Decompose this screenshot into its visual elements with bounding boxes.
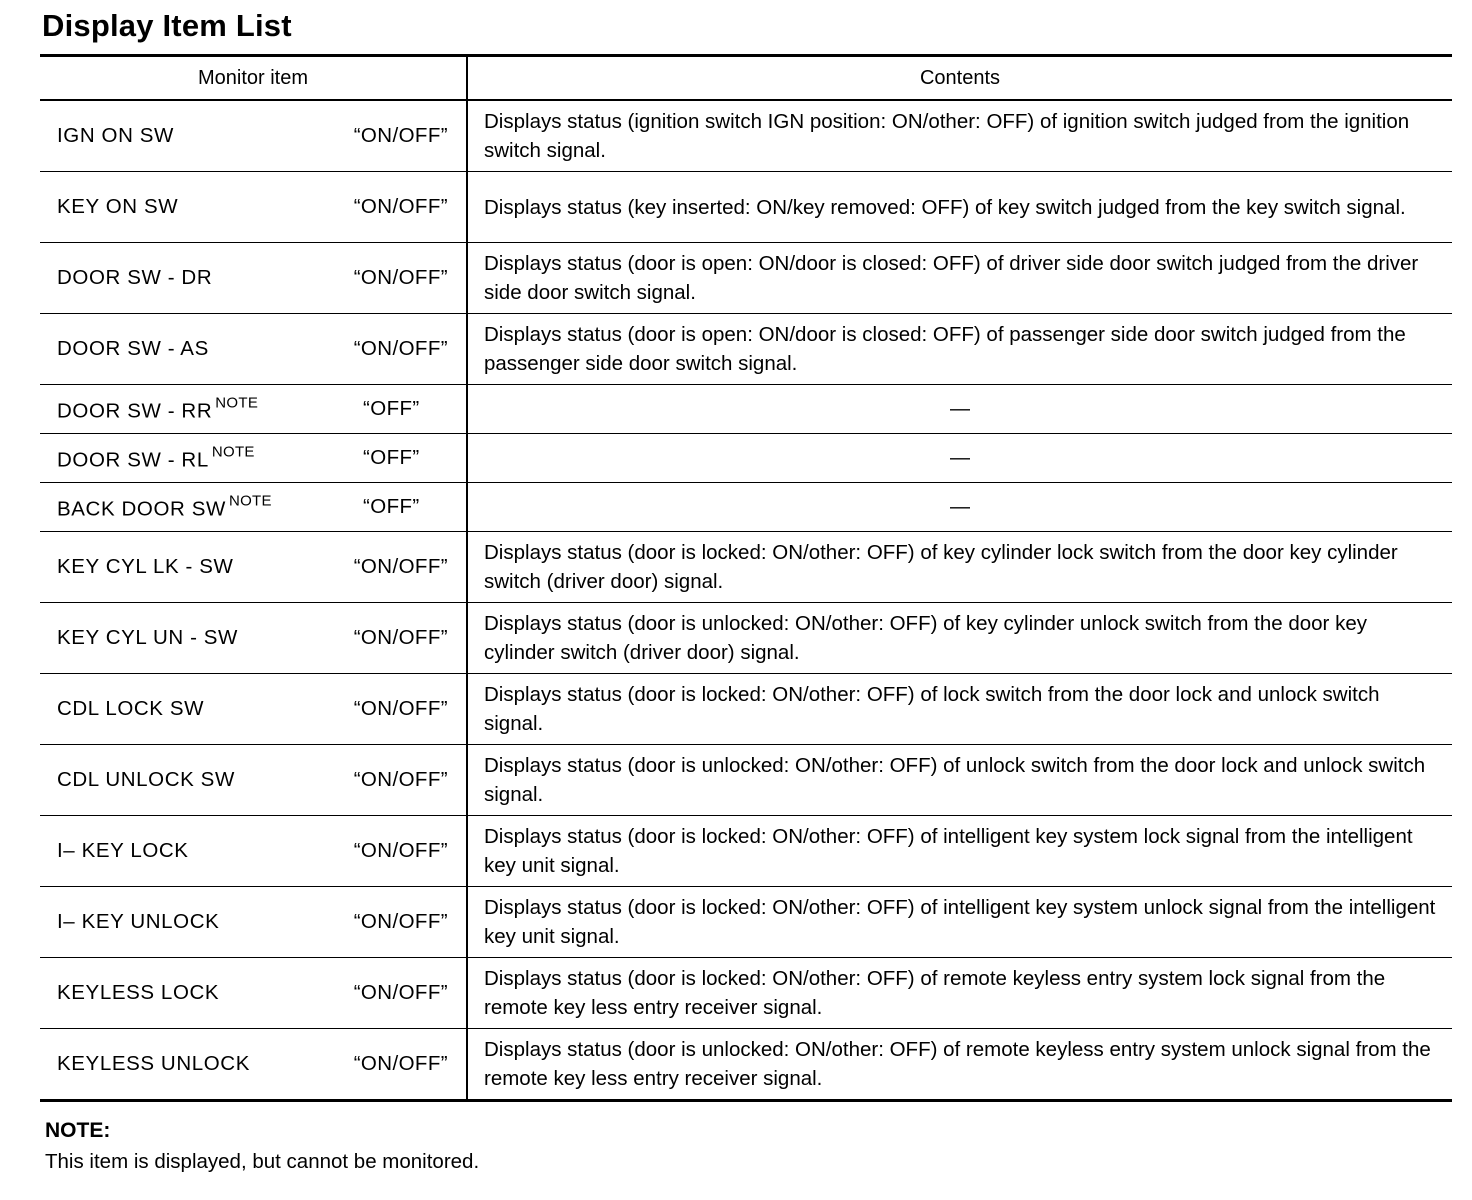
monitor-item-name: DOOR SW - RR $^{NOTE}$ xyxy=(57,394,259,423)
monitor-item-name: KEYLESS UNLOCK xyxy=(57,1052,250,1075)
monitor-item-name: CDL LOCK SW xyxy=(57,697,205,720)
item-contents: Displays status (door is locked: ON/other: OFF) of intelligent key system lock signal from the intelligent key unit signal. xyxy=(484,825,1413,877)
page-title: Display Item List xyxy=(42,8,292,43)
monitor-item-value: “OFF” xyxy=(363,495,420,518)
item-contents: — xyxy=(950,446,970,469)
item-contents: — xyxy=(950,397,970,420)
table-row xyxy=(40,532,1452,603)
monitor-item-name: KEYLESS LOCK xyxy=(57,981,220,1004)
item-contents: Displays status (door is open: ON/door is closed: OFF) of passenger side door switch judged from the passenger side door switch signal. xyxy=(484,323,1406,375)
table-row xyxy=(40,314,1452,385)
table-header-row xyxy=(40,56,1452,101)
item-contents: Displays status (door is unlocked: ON/other: OFF) of remote keyless entry system unlock signal from the remote key less entry receiver signal. xyxy=(484,1038,1431,1090)
monitor-item-value: “ON/OFF” xyxy=(353,195,448,218)
header-contents: Contents xyxy=(467,56,1452,101)
monitor-item-name: KEY CYL UN - SW xyxy=(57,626,239,649)
table-row xyxy=(40,483,1452,532)
item-contents: Displays status (door is locked: ON/other: OFF) of key cylinder lock switch from the door key cylinder switch (driver door) signal. xyxy=(484,541,1398,593)
table-row xyxy=(40,172,1452,243)
monitor-item-value: “ON/OFF” xyxy=(353,768,448,791)
monitor-item-name: DOOR SW - RL $^{NOTE}$ xyxy=(57,443,255,472)
monitor-item-value: “ON/OFF” xyxy=(353,981,448,1004)
monitor-item-value: “ON/OFF” xyxy=(353,337,448,360)
monitor-item-value: “ON/OFF” xyxy=(353,697,448,720)
monitor-item-value: “OFF” xyxy=(363,446,420,469)
note-text: This item is displayed, but cannot be monitored. xyxy=(45,1150,480,1173)
monitor-item-value: “ON/OFF” xyxy=(353,839,448,862)
item-contents: Displays status (door is unlocked: ON/other: OFF) of unlock switch from the door lock and unlock switch signal. xyxy=(484,754,1426,806)
monitor-item-value: “OFF” xyxy=(363,397,420,420)
table-row xyxy=(40,385,1452,434)
table-row xyxy=(40,958,1452,1029)
item-contents: Displays status (door is locked: ON/other: OFF) of lock switch from the door lock and unlock switch signal. xyxy=(484,683,1380,735)
item-contents: Displays status (door is open: ON/door is closed: OFF) of driver side door switch judged from the driver side door switch signal. xyxy=(484,252,1419,304)
table-row xyxy=(40,603,1452,674)
monitor-item-name: I– KEY LOCK xyxy=(57,839,189,862)
monitor-item-name: KEY ON SW xyxy=(57,195,179,218)
display-item-table xyxy=(40,54,1452,1102)
header-monitor-item: Monitor item xyxy=(40,56,467,101)
table-row xyxy=(40,745,1452,816)
table-row xyxy=(40,243,1452,314)
table-row xyxy=(40,816,1452,887)
monitor-item-name: BACK DOOR SW $^{NOTE}$ xyxy=(57,492,272,521)
note-marker: NOTE xyxy=(211,443,255,461)
item-contents: Displays status (key inserted: ON/key removed: OFF) of key switch judged from the key switch signal. xyxy=(484,195,1406,219)
table-row xyxy=(40,1029,1452,1101)
table-row xyxy=(40,674,1452,745)
monitor-item-value: “ON/OFF” xyxy=(353,266,448,289)
item-contents: Displays status (door is locked: ON/other: OFF) of intelligent key system unlock signal from the intelligent key unit signal. xyxy=(484,896,1436,948)
monitor-item-name: DOOR SW - AS xyxy=(57,337,209,360)
item-contents: — xyxy=(950,495,970,518)
monitor-item-name: CDL UNLOCK SW xyxy=(57,768,235,791)
item-contents: Displays status (door is unlocked: ON/other: OFF) of key cylinder unlock switch from the door key cylinder switch (driver door) signal. xyxy=(484,612,1367,664)
monitor-item-name: DOOR SW - DR xyxy=(57,266,213,289)
item-contents: Displays status (door is locked: ON/other: OFF) of remote keyless entry system lock signal from the remote key less entry receiver signal. xyxy=(484,967,1386,1019)
monitor-item-value: “ON/OFF” xyxy=(353,124,448,147)
table-row xyxy=(40,434,1452,483)
monitor-item-name: KEY CYL LK - SW xyxy=(57,555,234,578)
item-contents: Displays status (ignition switch IGN position: ON/other: OFF) of ignition switch judged from the ignition switch signal. xyxy=(484,110,1410,162)
table-row xyxy=(40,887,1452,958)
monitor-item-name: I– KEY UNLOCK xyxy=(57,910,220,933)
note-marker: NOTE xyxy=(228,492,272,510)
monitor-item-name: IGN ON SW xyxy=(57,124,175,147)
monitor-item-value: “ON/OFF” xyxy=(353,910,448,933)
note-marker: NOTE xyxy=(215,394,259,412)
monitor-item-value: “ON/OFF” xyxy=(353,1052,448,1075)
table-row xyxy=(40,100,1452,172)
note-label: NOTE: xyxy=(45,1119,111,1142)
monitor-item-value: “ON/OFF” xyxy=(353,555,448,578)
monitor-item-value: “ON/OFF” xyxy=(353,626,448,649)
